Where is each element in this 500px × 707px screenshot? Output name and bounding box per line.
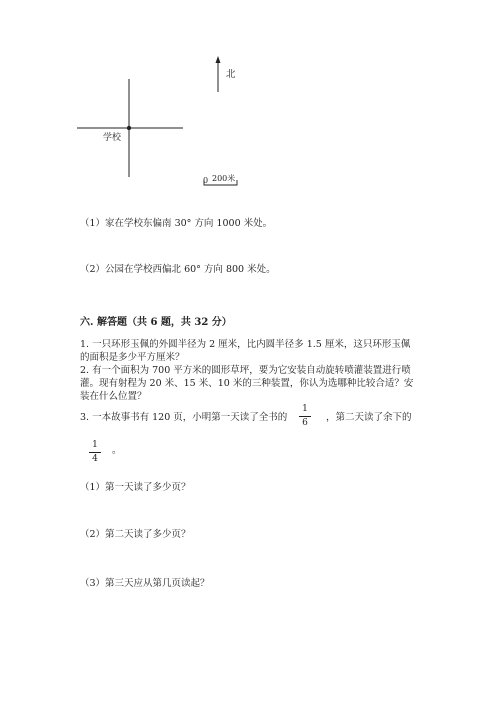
problem-1-line-2: 的面积是多少平方厘米？ bbox=[80, 352, 185, 363]
problem-3-subquestion-1: （1）第一天读了多少页？ bbox=[80, 482, 191, 493]
map-diagram bbox=[0, 0, 500, 200]
problem-3-subquestion-3: （3）第三天应从第几页读起？ bbox=[80, 578, 210, 589]
problem-3-text-b: ，第二天读了余下的 bbox=[326, 412, 412, 423]
question-part-1: （1）家在学校东偏南 30° 方向 1000 米处。 bbox=[80, 218, 273, 229]
fraction-denominator: 4 bbox=[92, 454, 98, 464]
problem-3-text-c: 。 bbox=[112, 445, 122, 456]
problem-1-line-1: 1. 一只环形玉佩的外圆半径为 2 厘米，比内圆半径多 1.5 厘米，这只环形玉佩 bbox=[80, 339, 411, 350]
school-point bbox=[127, 126, 131, 130]
fraction-bar bbox=[89, 452, 101, 453]
scale-label: 200米 bbox=[212, 174, 236, 183]
problem-2-line-2: 灌。现有射程为 20 米、15 米、10 米的三种装置，你认为选哪种比较合适？安 bbox=[80, 378, 414, 389]
fraction-one-quarter bbox=[88, 440, 102, 465]
problem-3-subquestion-2: （2）第二天读了多少页？ bbox=[80, 529, 191, 540]
fraction-denominator: 6 bbox=[302, 418, 308, 428]
problem-2-line-1: 2. 有一个面积为 700 平方米的圆形草坪，要为它安装自动旋转喷灌装置进行喷 bbox=[80, 365, 411, 376]
question-part-2: （2）公园在学校西偏北 60° 方向 800 米处。 bbox=[80, 264, 276, 275]
problem-3-text-a: 3. 一本故事书有 120 页，小明第一天读了全书的 bbox=[80, 412, 288, 423]
fraction-one-sixth bbox=[298, 404, 312, 429]
north-arrow-head bbox=[216, 56, 221, 63]
fraction-numerator: 1 bbox=[92, 440, 98, 450]
fraction-bar bbox=[299, 416, 311, 417]
section-heading: 六. 解答题（共 6 题，共 32 分） bbox=[80, 317, 232, 328]
problem-2-line-3: 装在什么位置？ bbox=[80, 391, 147, 402]
fraction-numerator: 1 bbox=[302, 404, 308, 414]
scale-zero: 0 bbox=[203, 176, 209, 185]
north-label: 北 bbox=[226, 69, 236, 80]
school-label: 学校 bbox=[103, 133, 122, 143]
